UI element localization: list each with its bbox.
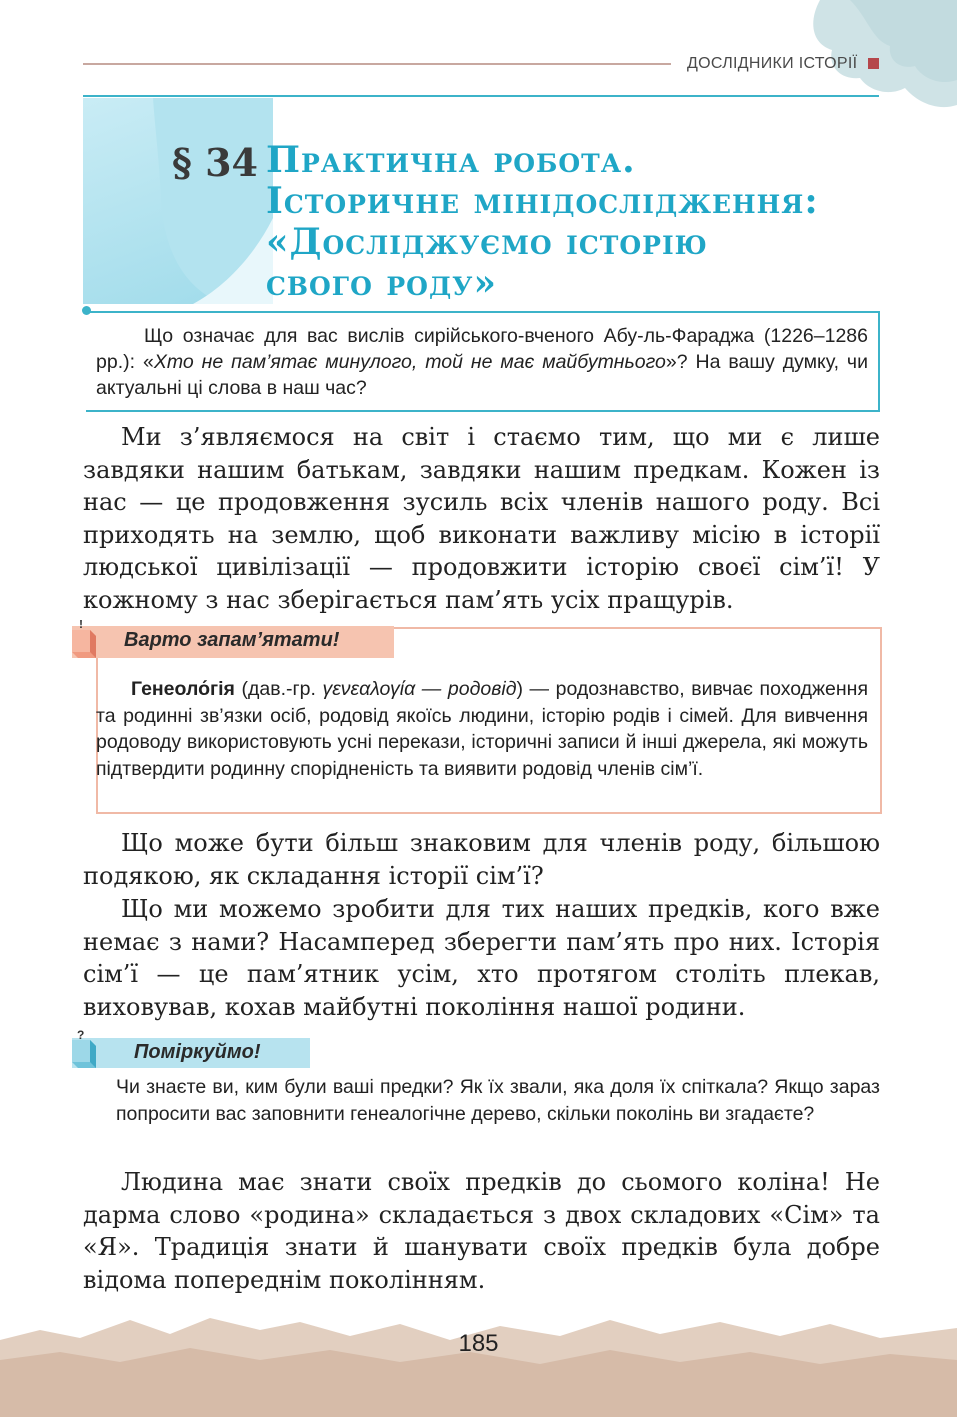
think-label: Поміркуймо! — [134, 1041, 261, 1063]
exclamation-icon — [66, 620, 100, 660]
title-fold-decoration — [83, 98, 273, 304]
question-quote: Хто не пам’ятає минулого, той не має майбутнього — [153, 351, 666, 373]
running-header: ДОСЛІДНИКИ ІСТОРІЇ — [687, 55, 858, 72]
title-line-4: свого роду» — [266, 262, 497, 304]
paragraph-memory: Що ми можемо зробити для тих наших предків, кого вже немає з нами? Насамперед зберегти пам’ять про них. Історія сім’ї — це пам’ятник усім, хто протягом століть плекав, виховував, кохав майбутні покоління нашої родини. — [83, 895, 880, 1021]
title-line-2: Історичне мінідослідження: — [266, 180, 819, 222]
mountain-decoration — [0, 1300, 957, 1417]
paragraph-tradition: Людина має знати своїх предків до сьомого коліна! Не дарма слово «родина» складається з двох складових «Сім» та «Я». Традиція знати й шанувати своїх предків була добре відома попереднім поколінням. — [83, 1168, 880, 1294]
think-text: Чи знаєте ви, ким були ваші предки? Як їх звали, яка доля їх спіткала? Якщо зараз попросити вас заповнити генеалогічне дерево, скільки поколінь ви згадаєте? — [116, 1076, 880, 1125]
question-mark-icon — [66, 1030, 100, 1070]
term-genealogy: Генеоло́гія — [131, 678, 235, 700]
page-number: 185 — [458, 1330, 499, 1357]
header-rule — [83, 63, 671, 65]
svg-text:!: ! — [79, 620, 83, 631]
remember-label: Варто запам’ятати! — [124, 629, 340, 651]
svg-text:?: ? — [77, 1030, 85, 1042]
header-square-marker — [868, 58, 879, 69]
paragraph-intro: Ми з’являємося на світ і стаємо тим, що ми є лише завдяки нашим батькам, завдяки нашим предкам. Кожен із нас — це продовження зусиль всіх членів нашого роду. Всі приходять на землю, щоб виконати важливу місію в історії людської цивілізації — продовжити історію своєї сім’ї! У кожному з нас зберігається пам’ять усіх пращурів. — [83, 423, 880, 614]
page-title — [266, 140, 886, 304]
question-text: Що означає для вас вислів сирійського-вченого Абу-ль-Фараджа (1226–1286 рр.): «Хто не пам’ятає минулого, той не має майбутнього»? На вашу думку, чи актуальні ці слова в наш час? — [96, 325, 868, 399]
question-box-dot — [82, 306, 91, 315]
title-line-3: «Досліджуємо історію — [266, 221, 708, 263]
paragraph-question: Що може бути більш знаковим для членів роду, більшою подякою, як складання історії сім’ї? — [83, 829, 880, 890]
section-number: § 34 — [172, 140, 258, 185]
title-line-1: Практична робота. — [266, 139, 636, 181]
remember-text: Генеоло́гія (дав.-гр. γενεαλογία — родовід) — родознавство, вивчає походження та родинні зв’язки осіб, родовід якоїсь людини, історію родів і сімей. Для вивчення родоводу використовують усні перекази, історичні записи й інші джерела, які можуть підтвердити родинну спорідненість та виявити родовід членів сім’ї. — [96, 678, 869, 780]
title-rule — [83, 95, 879, 97]
